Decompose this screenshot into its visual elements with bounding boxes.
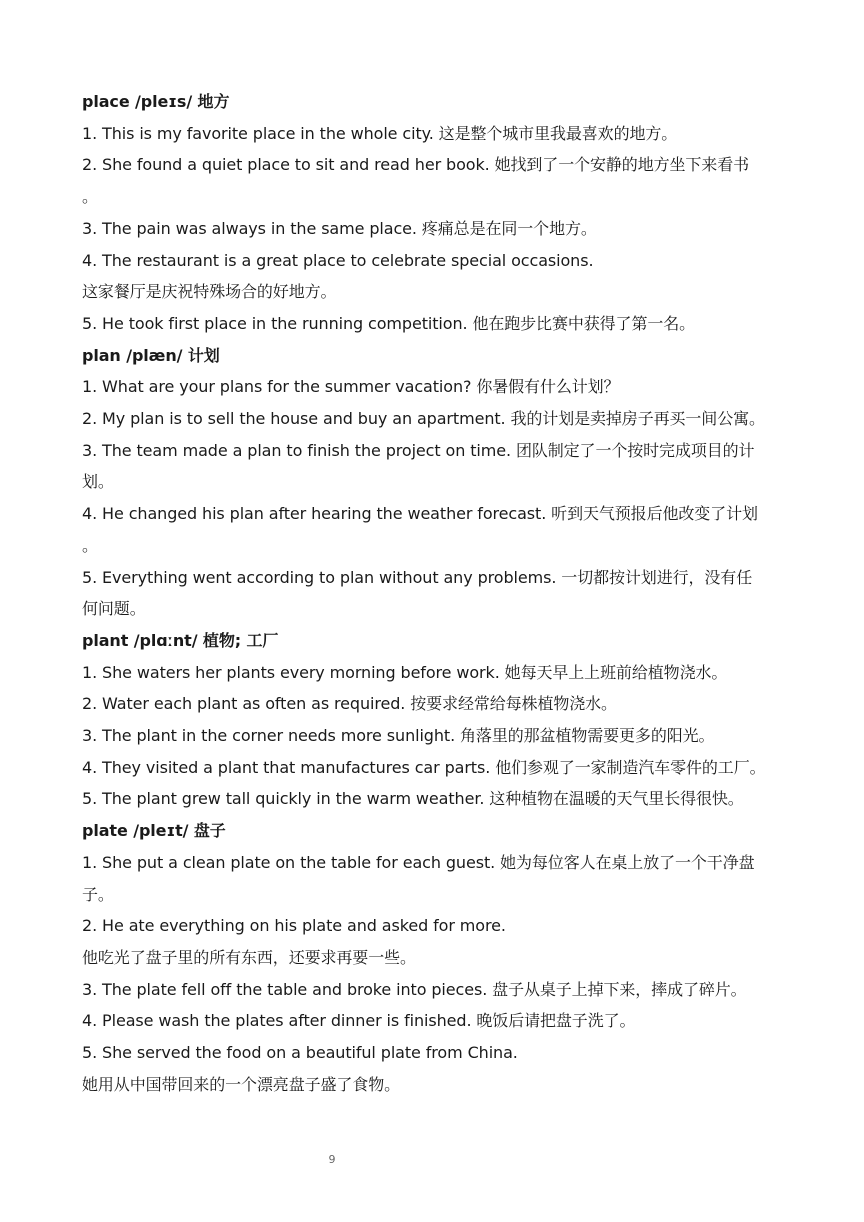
example-line: 。: [82, 187, 98, 207]
entry-plant: [82, 625, 782, 815]
example-line: 1. This is my favorite place in the whole city. 这是整个城市里我最喜欢的地方。: [82, 123, 678, 143]
example-line: 。: [82, 535, 98, 555]
headword: plant /plɑːnt/ 植物; 工厂: [82, 630, 279, 650]
example-line: 他吃光了盘子里的所有东西，还要求再要一些。: [82, 947, 416, 967]
example-line: 5. The plant grew tall quickly in the warm weather. 这种植物在温暖的天气里长得很快。: [82, 789, 744, 809]
entry-place: [82, 86, 782, 340]
example-line: 2. She found a quiet place to sit and read her book. 她找到了一个安静的地方坐下来看书: [82, 155, 750, 175]
example-line: 4. Please wash the plates after dinner is finished. 晚饭后请把盘子洗了。: [82, 1011, 636, 1031]
example-line: 3. The pain was always in the same place. 疼痛总是在同一个地方。: [82, 218, 597, 238]
example-line: 4. They visited a plant that manufactures car parts. 他们参观了一家制造汽车零件的工厂。: [82, 757, 766, 777]
headword: plate /pleɪt/ 盘子: [82, 821, 226, 841]
example-line: 2. He ate everything on his plate and asked for more.: [82, 916, 506, 936]
entry-plan: [82, 340, 782, 625]
example-line: 3. The plant in the corner needs more sunlight. 角落里的那盆植物需要更多的阳光。: [82, 726, 715, 746]
example-line: 5. He took first place in the running competition. 他在跑步比赛中获得了第一名。: [82, 313, 696, 333]
example-line: 1. She waters her plants every morning before work. 她每天早上上班前给植物浇水。: [82, 662, 728, 682]
example-line: 何问题。: [82, 599, 146, 619]
example-line: 划。: [82, 472, 114, 492]
page-number: 9: [328, 1153, 336, 1166]
example-line: 5. Everything went according to plan without any problems. 一切都按计划进行，没有任: [82, 567, 753, 587]
example-line: 1. What are your plans for the summer vacation? 你暑假有什么计划？: [82, 377, 620, 397]
headword: plan /plæn/ 计划: [82, 345, 220, 365]
headword: place /pleɪs/ 地方: [82, 92, 230, 111]
example-line: 3. The team made a plan to finish the project on time. 团队制定了一个按时完成项目的计: [82, 440, 755, 460]
example-line: 她用从中国带回来的一个漂亮盘子盛了食物。: [82, 1074, 401, 1094]
example-line: 2. Water each plant as often as required. 按要求经常给每株植物浇水。: [82, 694, 617, 714]
document-page: [82, 86, 782, 1101]
example-line: 这家餐厅是庆祝特殊场合的好地方。: [82, 282, 337, 302]
example-line: 4. He changed his plan after hearing the weather forecast. 听到天气预报后他改变了计划: [82, 504, 758, 524]
example-line: 5. She served the food on a beautiful plate from China.: [82, 1043, 518, 1063]
entry-plate: [82, 815, 782, 1100]
example-line: 4. The restaurant is a great place to celebrate special occasions.: [82, 250, 594, 270]
example-line: 子。: [82, 884, 114, 904]
example-line: 3. The plate fell off the table and broke into pieces. 盘子从桌子上掉下来，摔成了碎片。: [82, 979, 747, 999]
example-line: 1. She put a clean plate on the table for each guest. 她为每位客人在桌上放了一个干净盘: [82, 852, 755, 872]
example-line: 2. My plan is to sell the house and buy an apartment. 我的计划是卖掉房子再买一间公寓。: [82, 409, 765, 429]
